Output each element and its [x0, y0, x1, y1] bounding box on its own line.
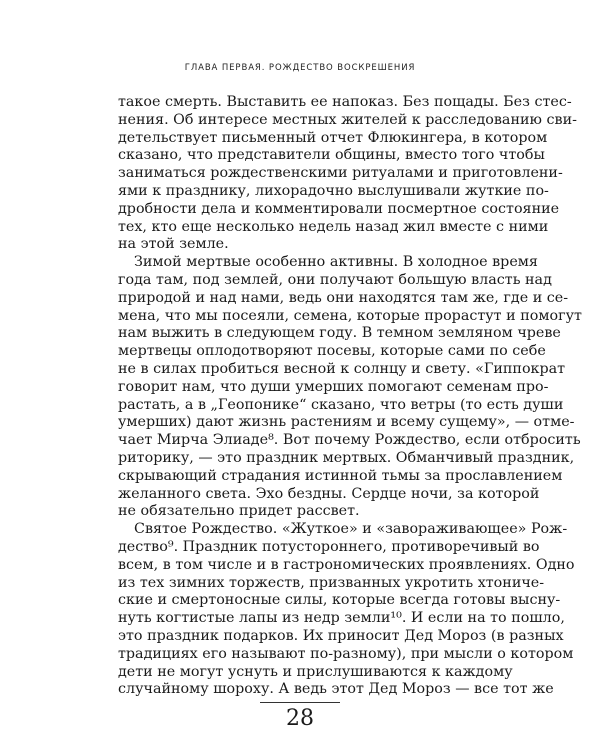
text-line: чает Мирча Элиаде⁸. Вот почему Рождество, если отбросить: [118, 432, 581, 449]
text-line: дество⁹. Праздник потустороннего, противоречивый во: [118, 538, 540, 555]
text-line: на этой земле.: [118, 236, 229, 253]
text-line: говорит нам, что души умерших помогают семенам про-: [118, 378, 549, 395]
text-line: года там, под землей, они получают большую власть над: [118, 271, 552, 288]
footer-divider: [260, 702, 340, 703]
text-line: из тех зимних торжеств, призванных укротить хтониче-: [118, 574, 545, 591]
text-line: желанного света. Эхо бездны. Сердце ночи, за которой: [118, 485, 540, 502]
text-line: риторику, — это праздник мертвых. Обманчивый праздник,: [118, 449, 575, 466]
text-line: заниматься рождественскими ритуалами и приготовлени-: [118, 165, 563, 182]
text-line: мена, что мы посеяли, семена, которые прорастут и помогут: [118, 307, 582, 324]
running-header: ГЛАВА ПЕРВАЯ. РОЖДЕСТВО ВОСКРЕШЕНИЯ: [184, 63, 416, 73]
text-line: тех, кто еще несколько недель назад жил вместе с ними: [118, 218, 549, 235]
text-line: традициях его называют по-разному), при мысли о котором: [118, 645, 574, 662]
text-line: нам выжить в следующем году. В темном земляном чреве: [118, 325, 561, 342]
text-line: умерших) дают жизнь растениям и всему сущему», — отме-: [118, 414, 575, 431]
text-line: ями к празднику, лихорадочно выслушивали жуткие по-: [118, 182, 549, 199]
paragraph-start-line: Зимой мертвые особенно активны. В холодное время: [134, 254, 538, 271]
paragraph-start-line: Святое Рождество. «Жуткое» и «завораживающее» Рож-: [134, 521, 568, 538]
text-line: скрывающий страдания истинной тьмы за прославлением: [118, 467, 563, 484]
text-line: не обязательно придет рассвет.: [118, 503, 360, 520]
text-line: нуть когтистые лапы из недр земли¹⁰. И если на то пошло,: [118, 610, 565, 627]
text-line: случайному шороху. А ведь этот Дед Мороз — все тот же: [118, 681, 554, 698]
text-line: растать, а в „Геопонике“ сказано, что ветры (то есть души: [118, 396, 564, 413]
text-line: это праздник подарков. Их приносит Дед Мороз (в разных: [118, 627, 564, 644]
page-number: 28: [286, 706, 314, 731]
text-line: нения. Об интересе местных жителей к расследованию сви-: [118, 111, 577, 128]
text-line: дети не могут уснуть и прислушиваются к каждому: [118, 663, 513, 680]
text-line: детельствует письменный отчет Флюкингера, в котором: [118, 129, 548, 146]
text-line: сказано, что представители общины, вместо того чтобы: [118, 147, 545, 164]
text-line: дробности дела и комментировали посмертное состояние: [118, 200, 560, 217]
text-line: природой и над нами, ведь они находятся там же, где и се-: [118, 289, 569, 306]
text-line: ские и смертоносные силы, которые всегда готовы высну-: [118, 592, 561, 609]
text-line: мертвецы оплодотворяют посевы, которые сами по себе: [118, 343, 546, 360]
text-line: такое смерть. Выставить ее напоказ. Без пощады. Без стес-: [118, 94, 572, 110]
text-line: не в силах пробиться весной к солнцу и свету. «Гиппократ: [118, 360, 566, 377]
body-text: [118, 94, 582, 699]
text-line: всем, в том числе и в гастрономических проявлениях. Одно: [118, 556, 575, 573]
